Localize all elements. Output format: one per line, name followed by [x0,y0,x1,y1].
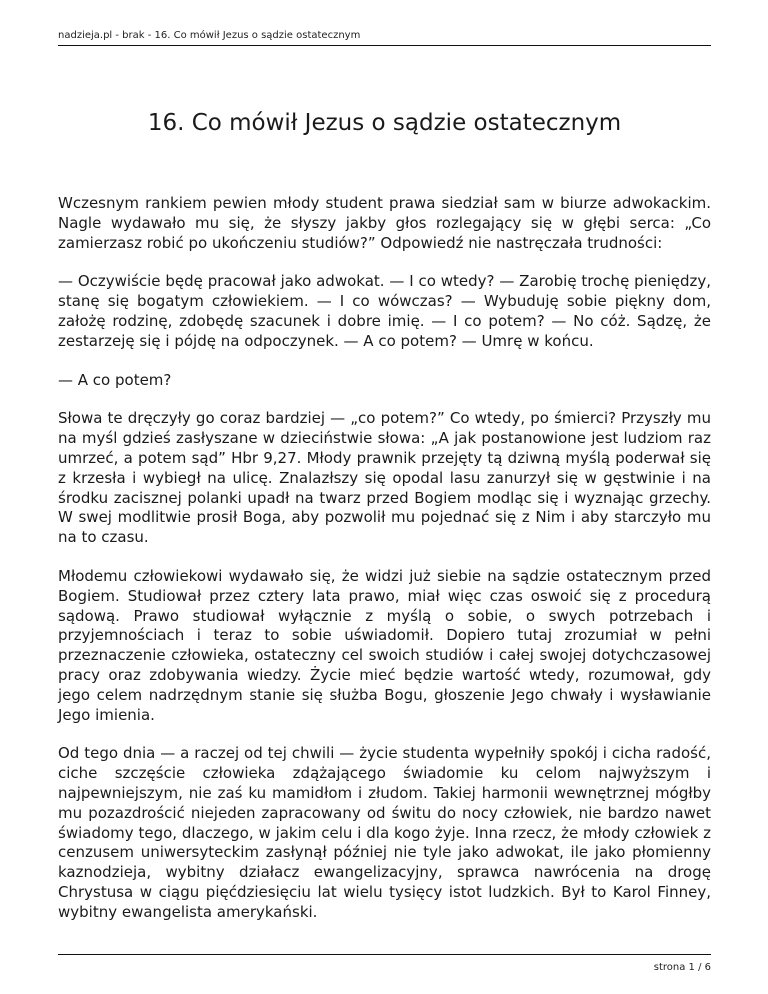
paragraph: Wczesnym rankiem pewien młody student prawa siedział sam w biurze adwokackim. Nagle wydawało mu się, że słyszy jakby głos rozlegający się w głębi serca: „Co zamierzasz robić po ukończeniu studiów?” Odpowiedź nie nastręczała trudności: [58,194,711,252]
paragraph: Od tego dnia — a raczej od tej chwili — życie studenta wypełniły spokój i cicha radość, ciche szczęście człowieka zdążającego świadomie ku celom najwyższym i najpewniejszym, nie zaś ku mamidłom i złudom. Takiej harmonii wewnętrznej mógłby mu pozazdrościć niejeden zapracowany od świtu do nocy człowiek, nie bardzo nawet świadomy tego, dlaczego, w jakim celu i dla kogo żyje. Inna rzecz, że młody człowiek z cenzusem uniwersyteckim zasłynął później nie tyle jako adwokat, ile jako płomienny kaznodzieja, wybitny działacz ewangelizacyjny, sprawca nawrócenia na drogę Chrystusa w ciągu pięćdziesięciu lat wielu tysięcy istot ludzkich. Był to Karol Finney, wybitny ewangelista amerykański. [58,744,711,921]
page-title: 16. Co mówił Jezus o sądzie ostatecznym [147,110,622,136]
article-body [58,194,711,942]
running-header: nadzieja.pl - brak - 16. Co mówił Jezus o sądzie ostatecznym [58,30,361,41]
header-divider [58,45,711,46]
paragraph: — A co potem? [58,370,172,389]
page-number: strona 1 / 6 [653,962,711,973]
paragraph: Słowa te dręczyły go coraz bardziej — „co potem?” Co wtedy, po śmierci? Przyszły mu na myśl gdzieś zasłyszane w dzieciństwie słowa: „A jak postanowione jest ludziom raz umrzeć, a potem sąd” Hbr 9,27. Młody prawnik przejęty tą dziwną myślą poderwał się z krzesła i wybiegł na ulicę. Znalazłszy się opodal lasu zanurzył się w gęstwinie i na środku zacisznej polanki upadł na twarz przed Bogiem modląc się i wyznając grzechy. W swej modlitwie prosił Boga, aby pozwolił mu pojednać się z Nim i aby starczyło mu na to czasu. [58,409,711,547]
footer-divider [58,954,711,955]
paragraph: — Oczywiście będę pracował jako adwokat. — I co wtedy? — Zarobię trochę pieniędzy, stanę się bogatym człowiekiem. — I co wówczas? — Wybuduję sobie piękny dom, założę rodzinę, zdobędę szacunek i dobre imię. — I co potem? — No cóż. Sądzę, że zestarzeję się i pójdę na odpoczynek. — A co potem? — Umrę w końcu. [58,272,711,350]
paragraph: Młodemu człowiekowi wydawało się, że widzi już siebie na sądzie ostatecznym przed Bogiem. Studiował przez cztery lata prawo, miał więc czas oswoić się z procedurą sądową. Prawo studiował wyłącznie z myślą o sobie, o swych potrzebach i przyjemnościach i teraz to sobie uświadomił. Dopiero tutaj zrozumiał w pełni przeznaczenie człowieka, ostateczny cel swoich studiów i całej swojej dotychczasowej pracy oraz zdobywania wiedzy. Życie mieć będzie wartość wtedy, rozumował, gdy jego celem nadrzędnym stanie się służba Bogu, głoszenie Jego chwały i wysławianie Jego imienia. [58,566,711,724]
